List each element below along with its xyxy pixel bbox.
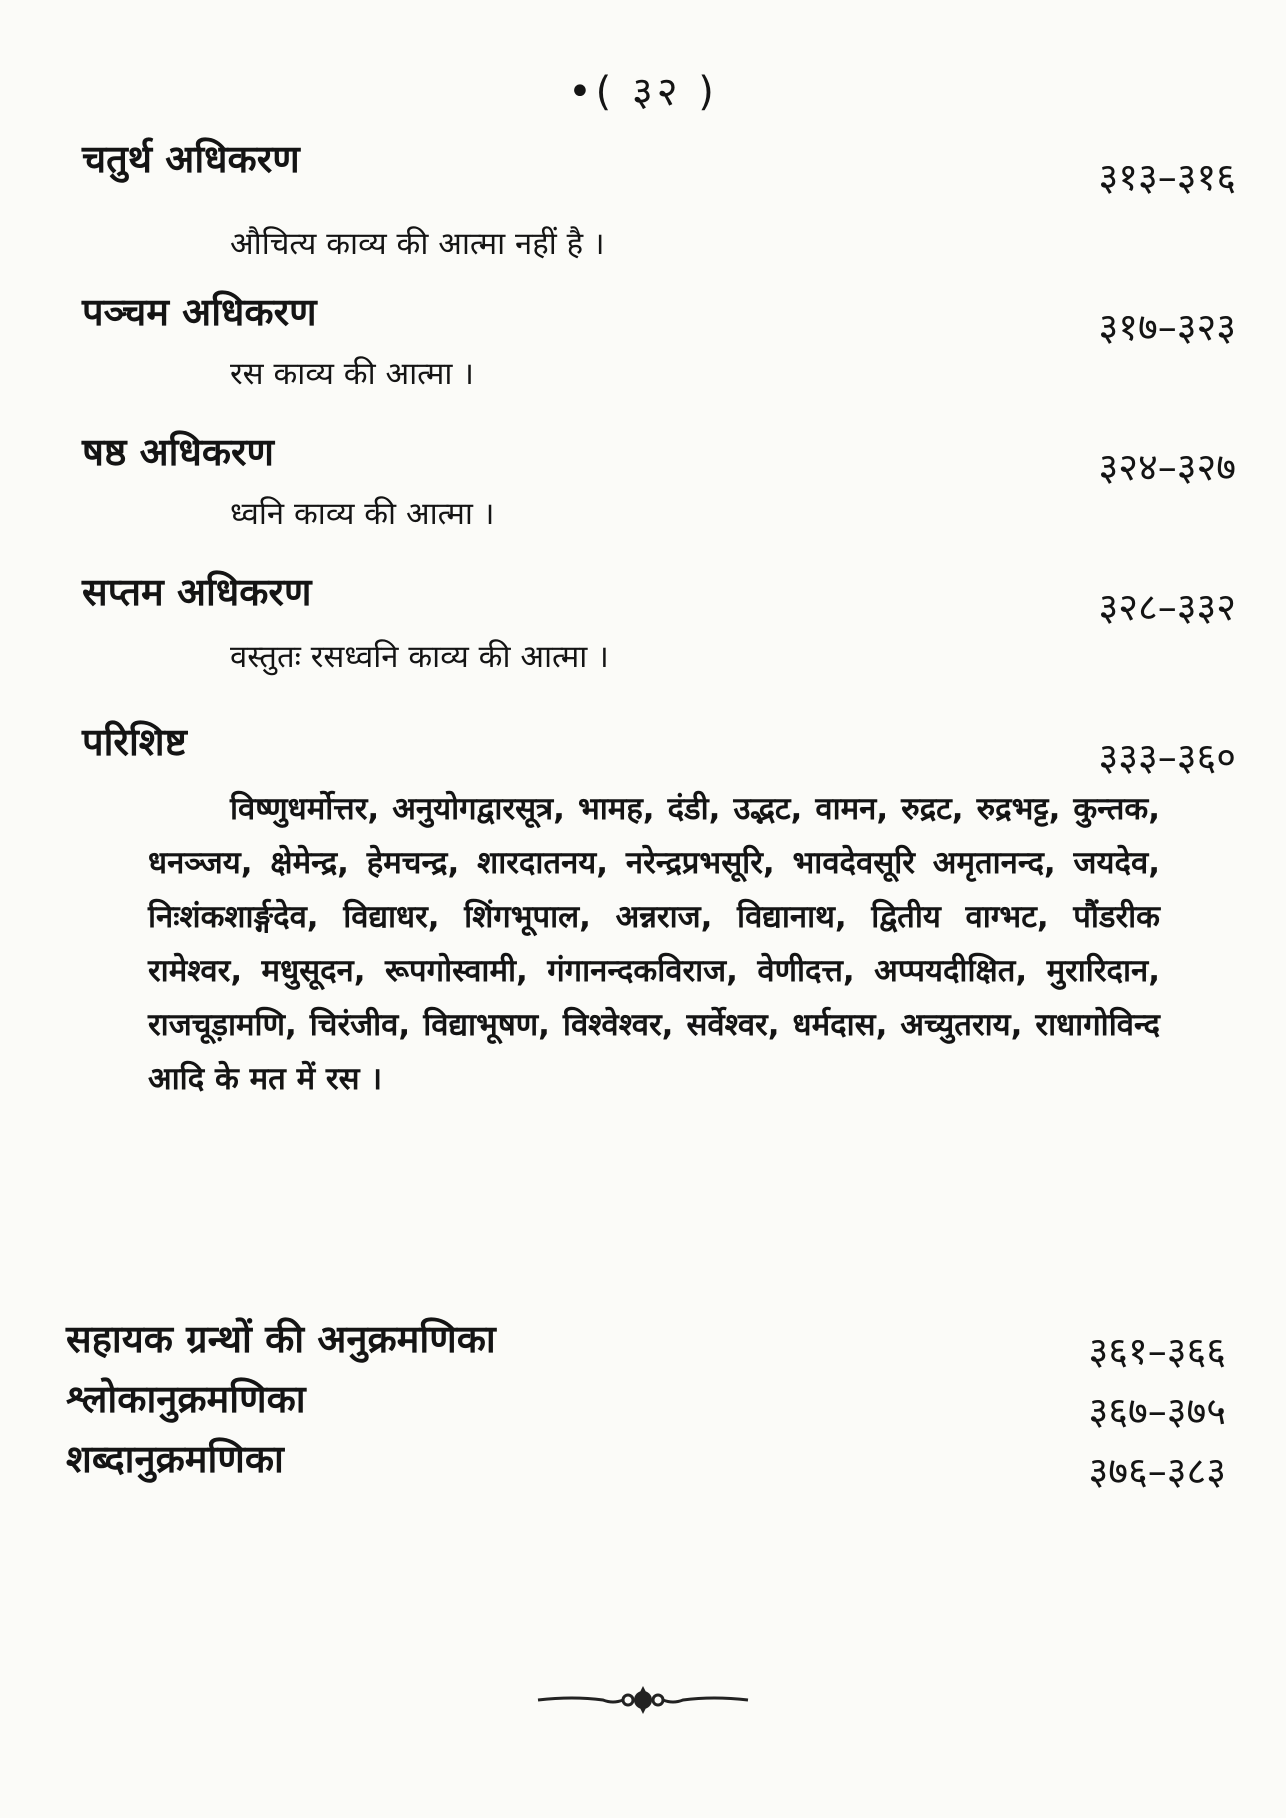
section-subtitle: औचित्य काव्य की आत्मा नहीं है । (230, 226, 605, 262)
section-title: सप्तम अधिकरण (82, 570, 312, 614)
section-title: चतुर्थ अधिकरण (82, 137, 300, 181)
index-title: श्लोकानुक्रमणिका (66, 1377, 306, 1421)
appendix-title: परिशिष्ट (82, 720, 187, 764)
index-title: शब्दानुक्रमणिका (66, 1437, 284, 1481)
index-pages: ३६७–३७५ (1088, 1389, 1226, 1433)
page-number: •( ३२ ) (568, 69, 718, 115)
section-subtitle: वस्तुतः रसध्वनि काव्य की आत्मा । (230, 639, 609, 675)
section-pages: ३२८–३३२ (1098, 585, 1236, 629)
floral-divider-icon (0, 1680, 1286, 1720)
section-pages: ३१३–३१६ (1098, 155, 1236, 199)
section-subtitle: ध्वनि काव्य की आत्मा । (230, 496, 495, 532)
section-title: षष्ठ अधिकरण (82, 430, 275, 474)
section-pages: ३२४–३२७ (1098, 445, 1236, 489)
section-pages: ३१७–३२३ (1098, 305, 1236, 349)
section-subtitle: रस काव्य की आत्मा । (230, 356, 475, 392)
index-pages: ३७६–३८३ (1088, 1449, 1226, 1493)
index-pages: ३६१–३६६ (1088, 1329, 1226, 1373)
appendix-pages: ३३३–३६० (1098, 735, 1236, 779)
index-title: सहायक ग्रन्थों की अनुक्रमणिका (66, 1317, 496, 1361)
section-title: पञ्चम अधिकरण (82, 290, 317, 334)
appendix-text: विष्णुधर्मोत्तर, अनुयोगद्वारसूत्र, भामह, दंडी, उद्भट, वामन, रुद्रट, रुद्रभट्ट, कुन्तक, धनञ्जय, क्षेमेन्द्र, हेमचन्द्र, शारदातनय, नरेन्द्रप्रभसूरि, भावदेवसूरि अमृतानन्द, जयदेव, निःशंकशार्ङ्गदेव, विद्याधर, शिंगभूपाल, अन्नराज, विद्यानाथ, द्वितीय वाग्भट, पौंडरीक रामेश्वर, मधुसूदन, रूपगोस्वामी, गंगानन्दकविराज, वेणीदत्त, अप्पयदीक्षित, मुरारिदान, राजचूड़ामणि, चिरंजीव, विद्याभूषण, विश्वेश्वर, सर्वेश्वर, धर्मदास, अच्युतराय, राधागोविन्द आदि के मत में रस । (148, 791, 1160, 1097)
